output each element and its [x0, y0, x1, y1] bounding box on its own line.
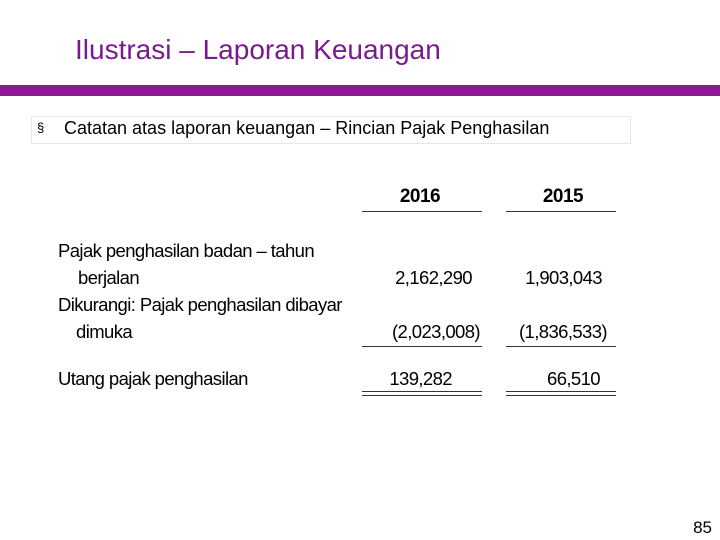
row-label-current-tax-line2: berjalan [78, 267, 140, 288]
subtotal-rule-2015 [506, 346, 616, 347]
subtitle [64, 118, 549, 139]
value-prepaid-tax-2015: (1,836,533) [518, 321, 607, 342]
column-header-2015: 2015 [542, 186, 584, 207]
row-label-prepaid-tax-line2: dimuka [76, 321, 133, 342]
slide-title: Ilustrasi – Laporan Keuangan [75, 34, 441, 65]
subtitle-text: Catatan atas laporan keuangan – [64, 118, 331, 138]
row-label-prepaid-tax-line1: Dikurangi: Pajak penghasilan dibayar [58, 294, 342, 315]
row-label-current-tax-line1: Pajak penghasilan badan – tahun [58, 240, 315, 261]
value-current-tax-2016: 2,162,290 [395, 267, 472, 288]
subtotal-rule-2016 [362, 346, 482, 347]
value-tax-payable-2016: 139,282 [389, 368, 452, 389]
total-double-rule-top-2015 [506, 391, 616, 392]
tax-detail-table [40, 178, 640, 408]
bullet-icon: § [37, 120, 45, 135]
header-underline-2015 [506, 211, 616, 212]
row-label-tax-payable: Utang pajak penghasilan [58, 368, 248, 389]
page-number: 85 [693, 518, 712, 537]
title-divider-bar [0, 85, 720, 96]
column-header-2016: 2016 [399, 186, 441, 207]
subtitle-rest: Rincian Pajak Penghasilan [330, 118, 550, 138]
total-double-rule-bottom-2016 [362, 395, 482, 396]
value-prepaid-tax-2016: (2,023,008) [391, 321, 480, 342]
value-tax-payable-2015: 66,510 [547, 368, 600, 389]
total-double-rule-bottom-2015 [506, 395, 616, 396]
header-underline-2016 [362, 211, 482, 212]
total-double-rule-top-2016 [362, 391, 482, 392]
value-current-tax-2015: 1,903,043 [525, 267, 602, 288]
